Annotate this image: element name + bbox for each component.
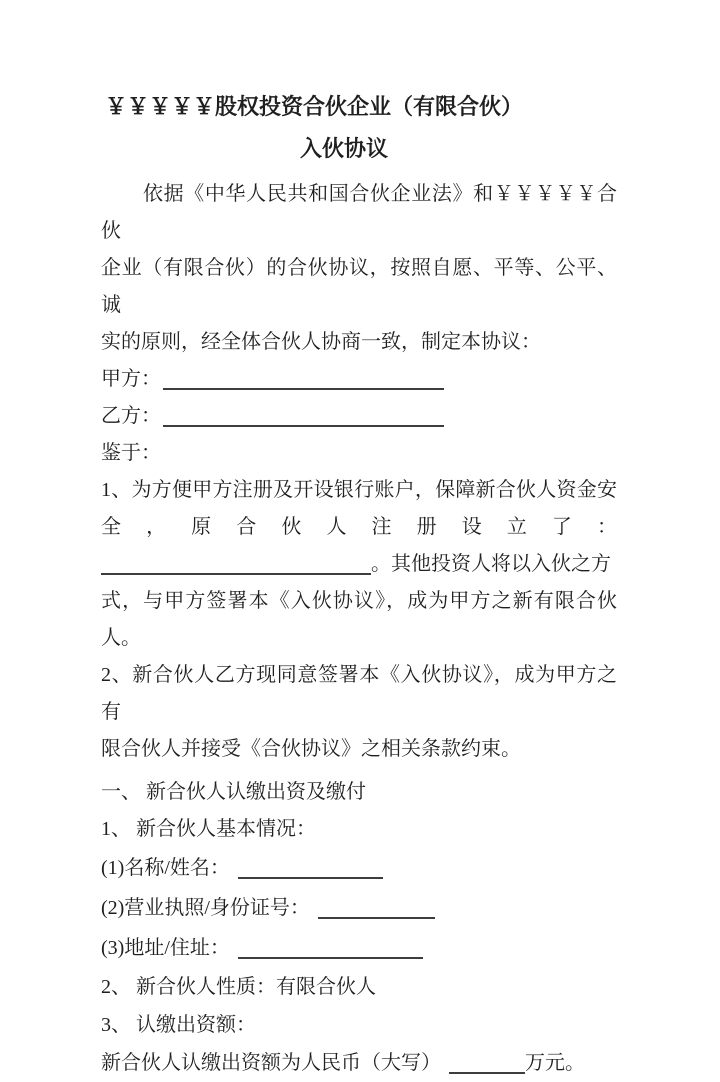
item-2-partner-type: 2、 新合伙人性质：有限合伙人 [101, 976, 376, 998]
clause-1-line-3 [101, 546, 617, 583]
amount-text-before: 新合伙人认缴出资额为人民币（大写） [101, 1052, 441, 1074]
document-subtitle: 入伙协议 [299, 136, 388, 161]
field-license-line [101, 888, 617, 928]
item-3-heading: 3、 认缴出资额： [101, 1014, 256, 1036]
amount-text-after: 万元。 [525, 1052, 585, 1074]
field-name-line [101, 848, 617, 888]
clause-1-line-4: 式，与甲方签署本《入伙协议》，成为甲方之新有限合伙人。 [101, 590, 617, 649]
field-name-label: (1)名称/姓名： [101, 857, 230, 879]
field-address-label: (3)地址/住址： [101, 937, 230, 959]
field-license-blank-line [318, 899, 435, 919]
amount-blank-line [449, 1054, 525, 1074]
preamble-line: 依据《中华人民共和国合伙企业法》和￥￥￥￥￥合伙 [101, 183, 617, 242]
item-1-heading: 1、 新合伙人基本情况： [101, 818, 316, 840]
field-license-label: (2)营业执照/身份证号： [101, 897, 310, 919]
field-address-line [101, 928, 617, 968]
party-b-label: 乙方： [101, 405, 161, 427]
document-title: ￥￥￥￥￥股权投资合伙企业（有限合伙） [104, 94, 523, 119]
party-a-blank-line [163, 370, 444, 390]
clause-1-paragraph [101, 472, 617, 657]
whereas-line [101, 435, 617, 472]
section-1-heading: 一、 新合伙人认缴出资及缴付 [101, 781, 366, 803]
party-a-line [101, 361, 617, 398]
party-a-label: 甲方： [101, 368, 161, 390]
clause-1-line-2: 全，原合伙人注册设立了： [101, 516, 617, 538]
party-b-blank-line [163, 407, 444, 427]
clause-2-paragraph [101, 657, 617, 768]
preamble-paragraph [101, 176, 617, 361]
clause-2-line-1: 2、新合伙人乙方现同意签署本《入伙协议》，成为甲方之有 [101, 664, 617, 723]
founder-name-blank-line [101, 555, 371, 575]
field-name-blank-line [238, 859, 383, 879]
preamble-line: 企业（有限合伙）的合伙协议，按照自愿、平等、公平、诚 [101, 257, 617, 316]
amount-line [101, 1044, 617, 1082]
whereas-label: 鉴于： [101, 442, 161, 464]
field-address-blank-line [238, 939, 423, 959]
clause-1-line-3-text: 。其他投资人将以入伙之方 [371, 553, 611, 575]
clause-1-line-1: 1、为方便甲方注册及开设银行账户，保障新合伙人资金安 [101, 479, 617, 501]
preamble-line: 实的原则，经全体合伙人协商一致，制定本协议： [101, 331, 541, 353]
party-b-line [101, 398, 617, 435]
clause-2-line-2: 限合伙人并接受《合伙协议》之相关条款约束。 [101, 738, 521, 760]
